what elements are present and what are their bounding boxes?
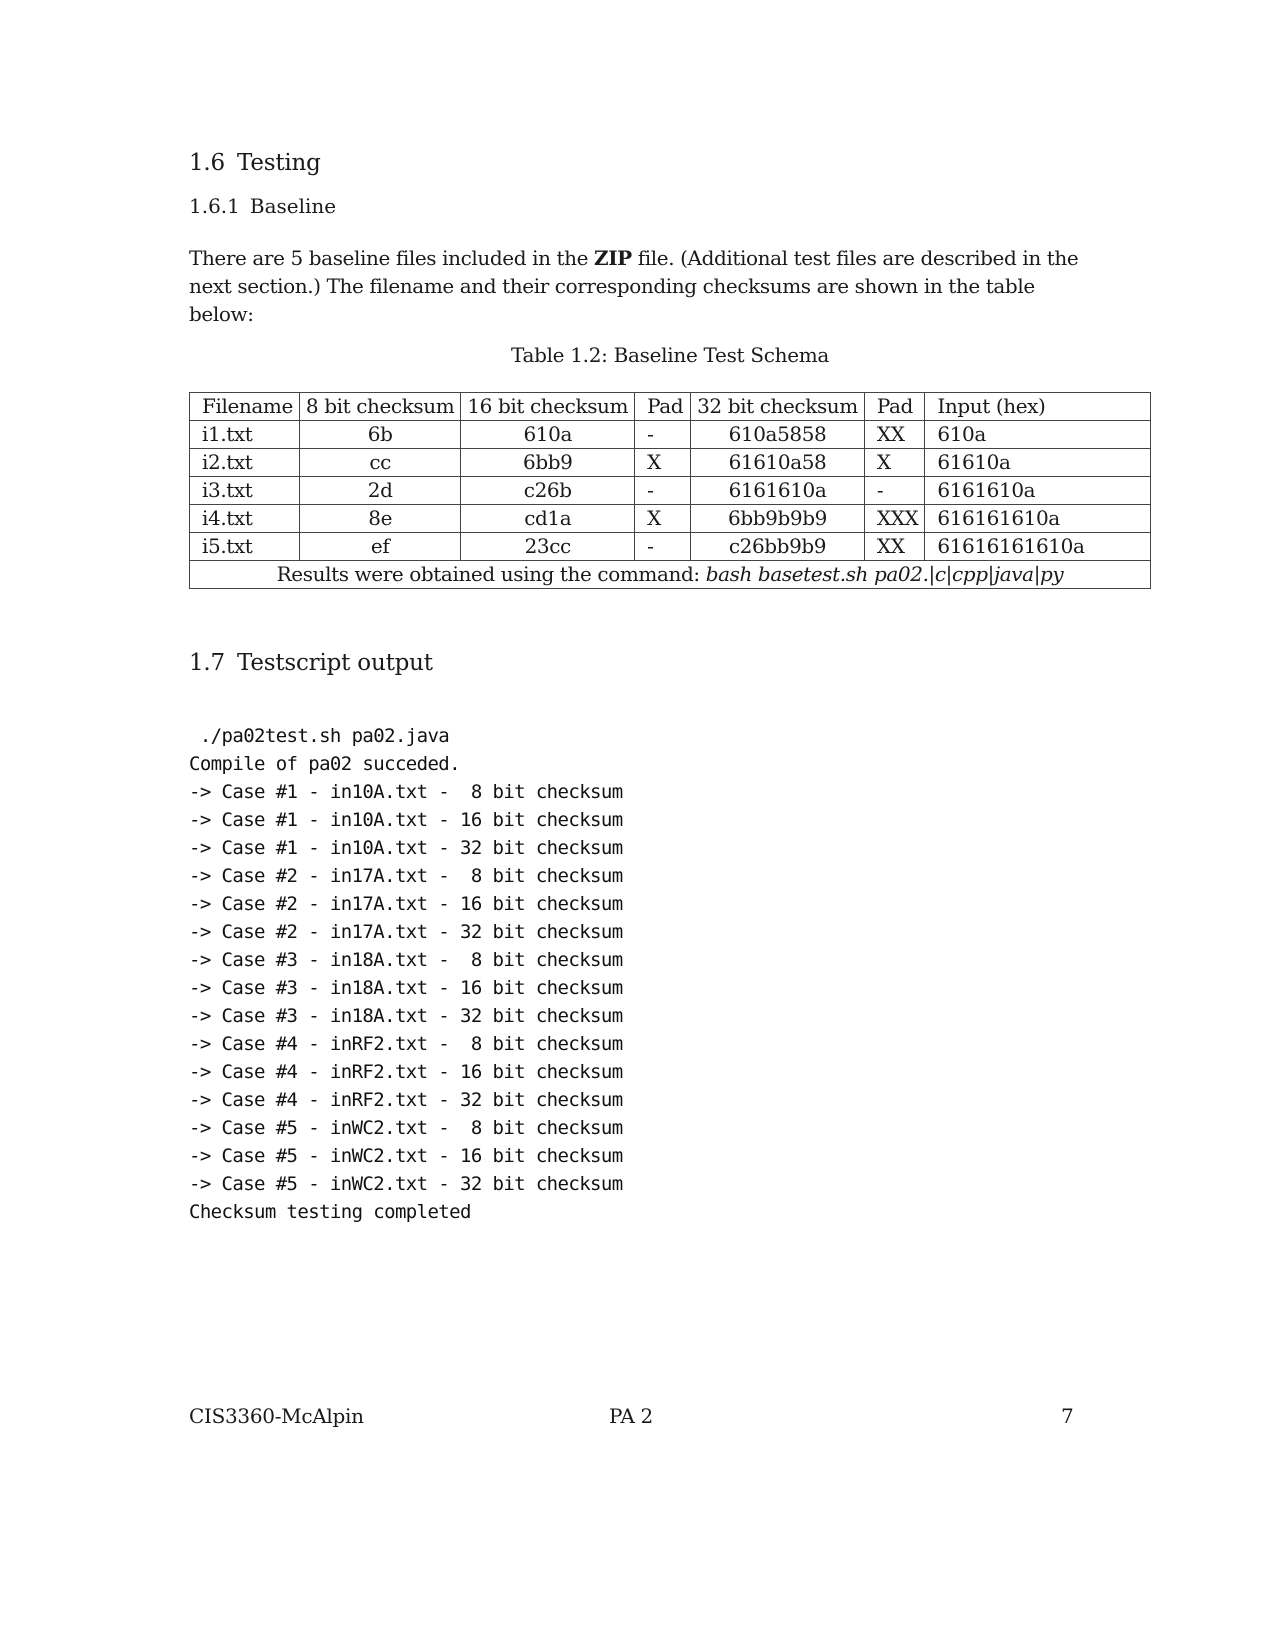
terminal-line: Checksum testing completed: [189, 1201, 471, 1223]
section-heading-testing: [189, 150, 321, 176]
table-header-row: [190, 393, 1151, 421]
intro-text-before: There are 5 baseline files included in the: [189, 246, 595, 270]
table-header: 32 bit checksum: [691, 393, 865, 421]
intro-text-after: file. (Additional test files are described in the next section.) The filename and their corresponding checksums are shown in the table below:: [189, 246, 1079, 326]
table-cell: 6161610a: [925, 477, 1151, 505]
table-row: [190, 421, 1151, 449]
subsection-number: 1.6.1: [189, 194, 240, 218]
terminal-line: -> Case #5 - inWC2.txt - 16 bit checksum: [189, 1145, 623, 1167]
footer-course: CIS3360-McAlpin: [189, 1404, 364, 1428]
footer-command: bash basetest.sh pa02.|c|cpp|java|py: [705, 562, 1064, 586]
terminal-line: -> Case #3 - in18A.txt - 8 bit checksum: [189, 949, 623, 971]
terminal-output: [189, 722, 623, 1226]
table-row: [190, 449, 1151, 477]
terminal-line: -> Case #4 - inRF2.txt - 8 bit checksum: [189, 1033, 623, 1055]
table-row: [190, 533, 1151, 561]
terminal-line: -> Case #3 - in18A.txt - 16 bit checksum: [189, 977, 623, 999]
table-cell: ef: [299, 533, 460, 561]
footer-page-number: 7: [1061, 1404, 1074, 1428]
table-cell: -: [635, 533, 691, 561]
table-cell: 6161610a: [691, 477, 865, 505]
table-cell: 6bb9b9b9: [691, 505, 865, 533]
subsection-heading-baseline: [189, 194, 336, 218]
table-cell: 616161610a: [925, 505, 1151, 533]
table-cell: -: [635, 421, 691, 449]
section-number: 1.6: [189, 150, 225, 176]
table-caption: Table 1.2: Baseline Test Schema: [510, 343, 830, 367]
section-heading-output: [189, 650, 433, 676]
terminal-line: -> Case #3 - in18A.txt - 32 bit checksum: [189, 1005, 623, 1027]
table-cell: i5.txt: [190, 533, 300, 561]
table-cell: 61610a: [925, 449, 1151, 477]
table-cell: X: [635, 449, 691, 477]
table-footer-note: [190, 561, 1151, 589]
terminal-line: ./pa02test.sh pa02.java: [189, 725, 450, 747]
intro-paragraph: [189, 244, 1089, 328]
table-cell: XX: [864, 533, 925, 561]
table-cell: 61610a58: [691, 449, 865, 477]
table-cell: i3.txt: [190, 477, 300, 505]
table-header: Pad: [635, 393, 691, 421]
footer-assignment: PA 2: [609, 1404, 653, 1428]
table-cell: 8e: [299, 505, 460, 533]
table-cell: 610a: [461, 421, 635, 449]
table-cell: XX: [864, 421, 925, 449]
table-cell: 2d: [299, 477, 460, 505]
table-cell: 6bb9: [461, 449, 635, 477]
table-cell: i4.txt: [190, 505, 300, 533]
terminal-line: Compile of pa02 succeded.: [189, 753, 460, 775]
terminal-line: -> Case #4 - inRF2.txt - 16 bit checksum: [189, 1061, 623, 1083]
table-footer-row: [190, 561, 1151, 589]
section-number: 1.7: [189, 650, 225, 676]
table-cell: c26b: [461, 477, 635, 505]
table-cell: i1.txt: [190, 421, 300, 449]
table-cell: -: [635, 477, 691, 505]
terminal-line: -> Case #5 - inWC2.txt - 32 bit checksum: [189, 1173, 623, 1195]
table-cell: cd1a: [461, 505, 635, 533]
table-cell: XXX: [864, 505, 925, 533]
table-cell: c26bb9b9: [691, 533, 865, 561]
table-header: Input (hex): [925, 393, 1151, 421]
table-cell: 23cc: [461, 533, 635, 561]
table-cell: -: [864, 477, 925, 505]
terminal-line: -> Case #2 - in17A.txt - 16 bit checksum: [189, 893, 623, 915]
table-header: 8 bit checksum: [299, 393, 460, 421]
table-cell: 610a: [925, 421, 1151, 449]
table-cell: X: [635, 505, 691, 533]
terminal-line: -> Case #5 - inWC2.txt - 8 bit checksum: [189, 1117, 623, 1139]
table-cell: cc: [299, 449, 460, 477]
section-title: Testscript output: [236, 650, 433, 676]
terminal-line: -> Case #1 - in10A.txt - 8 bit checksum: [189, 781, 623, 803]
table-cell: i2.txt: [190, 449, 300, 477]
table-cell: X: [864, 449, 925, 477]
terminal-line: -> Case #4 - inRF2.txt - 32 bit checksum: [189, 1089, 623, 1111]
table-cell: 6b: [299, 421, 460, 449]
footer-note-prefix: Results were obtained using the command:: [276, 562, 706, 586]
intro-bold: ZIP: [594, 246, 632, 270]
subsection-title: Baseline: [249, 194, 337, 218]
table-header: Pad: [864, 393, 925, 421]
table-row: [190, 477, 1151, 505]
table-header: 16 bit checksum: [461, 393, 635, 421]
terminal-line: -> Case #2 - in17A.txt - 32 bit checksum: [189, 921, 623, 943]
terminal-line: -> Case #1 - in10A.txt - 16 bit checksum: [189, 809, 623, 831]
table-cell: 61616161610a: [925, 533, 1151, 561]
terminal-line: -> Case #1 - in10A.txt - 32 bit checksum: [189, 837, 623, 859]
section-title: Testing: [236, 150, 321, 176]
table-row: [190, 505, 1151, 533]
terminal-line: -> Case #2 - in17A.txt - 8 bit checksum: [189, 865, 623, 887]
table-header: Filename: [190, 393, 300, 421]
baseline-table: [189, 392, 1151, 589]
table-cell: 610a5858: [691, 421, 865, 449]
